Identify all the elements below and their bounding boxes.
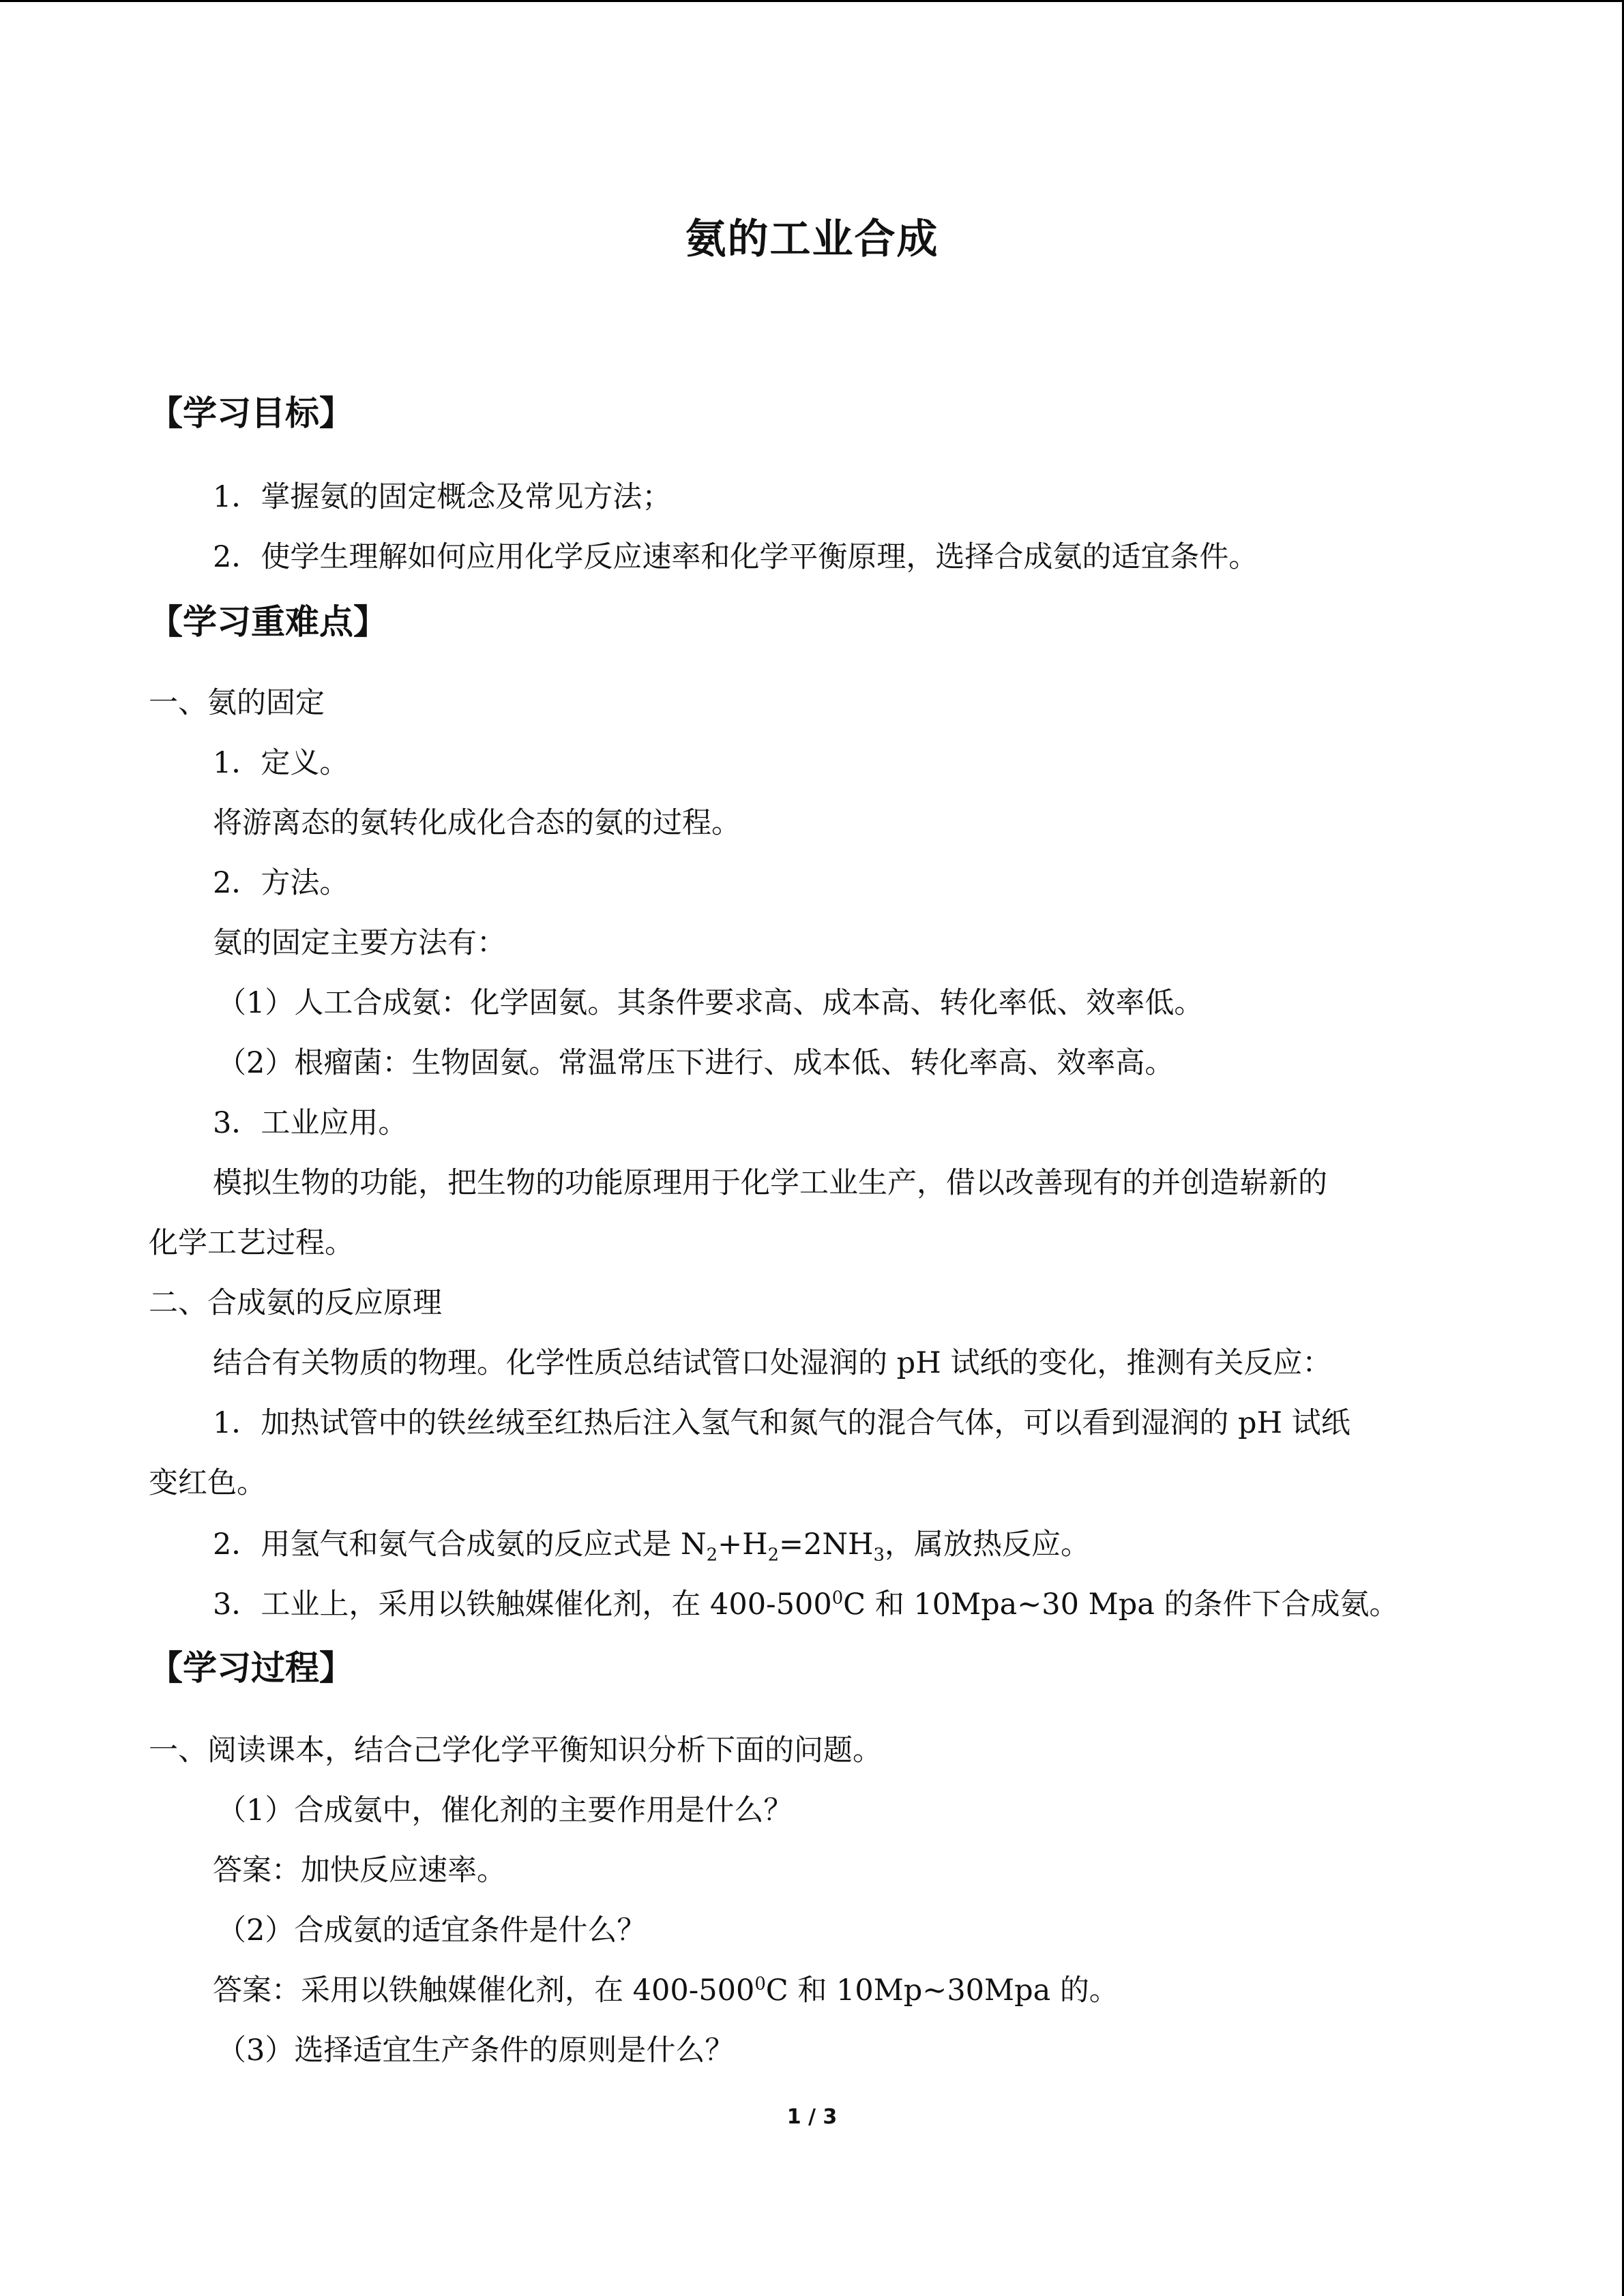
question: （1）合成氨中，催化剂的主要作用是什么？ — [217, 1793, 793, 1828]
list-item: 1．加热试管中的铁丝绒至红热后注入氢气和氮气的混合气体，可以看到湿润的 pH 试纸 — [213, 1406, 1350, 1440]
paragraph: 将游离态的氨转化成化合态的氨的过程。 — [213, 806, 741, 840]
list-item: 3．工业上，采用以铁触媒催化剂，在 $400-500^0C$ 和 10Mpa~30 Mpa 的条件下合成氨。 — [213, 1587, 1399, 1622]
objective-item: 2．使学生理解如何应用化学反应速率和化学平衡原理，选择合成氨的适宜条件。 — [213, 540, 1258, 574]
paragraph: 变红色。 — [149, 1466, 266, 1500]
paragraph: 化学工艺过程。 — [149, 1226, 354, 1260]
answer: 答案：加快反应速率。 — [213, 1853, 506, 1888]
paragraph: 模拟生物的功能，把生物的功能原理用于化学工业生产，借以改善现有的并创造崭新的 — [213, 1166, 1327, 1200]
list-item: （2）根瘤菌：生物固氨。常温常压下进行、成本低、转化率高、效率高。 — [217, 1046, 1175, 1080]
page-number: 1 / 3 — [786, 2105, 838, 2129]
sub-heading: 1．定义。 — [213, 746, 349, 780]
sub-heading: 2．方法。 — [213, 866, 349, 900]
sub-heading: 3．工业应用。 — [213, 1106, 408, 1140]
answer: 答案：采用以铁触媒催化剂，在 $400-500^0C$ 和 10Mp~30Mpa 的。 — [213, 1973, 1119, 2008]
document-title: 氨的工业合成 — [685, 215, 939, 263]
heading-objectives: 【学习目标】 — [149, 393, 353, 433]
reaction-equation: 2．用氢气和氨气合成氨的反应式是 $N_2+H_2=2NH_3$，属放热反应。 — [213, 1527, 1090, 1566]
list-item: （1）人工合成氨：化学固氨。其条件要求高、成本高、转化率低、效率低。 — [217, 986, 1204, 1020]
section-title: 一、阅读课本，结合己学化学平衡知识分析下面的问题。 — [149, 1733, 882, 1768]
paragraph: 氨的固定主要方法有： — [213, 926, 506, 960]
question: （2）合成氨的适宜条件是什么？ — [217, 1913, 647, 1948]
question: （3）选择适宜生产条件的原则是什么？ — [217, 2033, 735, 2068]
paragraph: 结合有关物质的物理。化学性质总结试管口处湿润的 pH 试纸的变化，推测有关反应： — [213, 1346, 1332, 1380]
heading-process: 【学习过程】 — [149, 1648, 353, 1688]
objective-item: 1．掌握氨的固定概念及常见方法； — [213, 480, 672, 514]
heading-key-points: 【学习重难点】 — [149, 602, 387, 642]
section-title: 二、合成氨的反应原理 — [149, 1286, 442, 1320]
section-title: 一、氨的固定 — [149, 686, 325, 720]
